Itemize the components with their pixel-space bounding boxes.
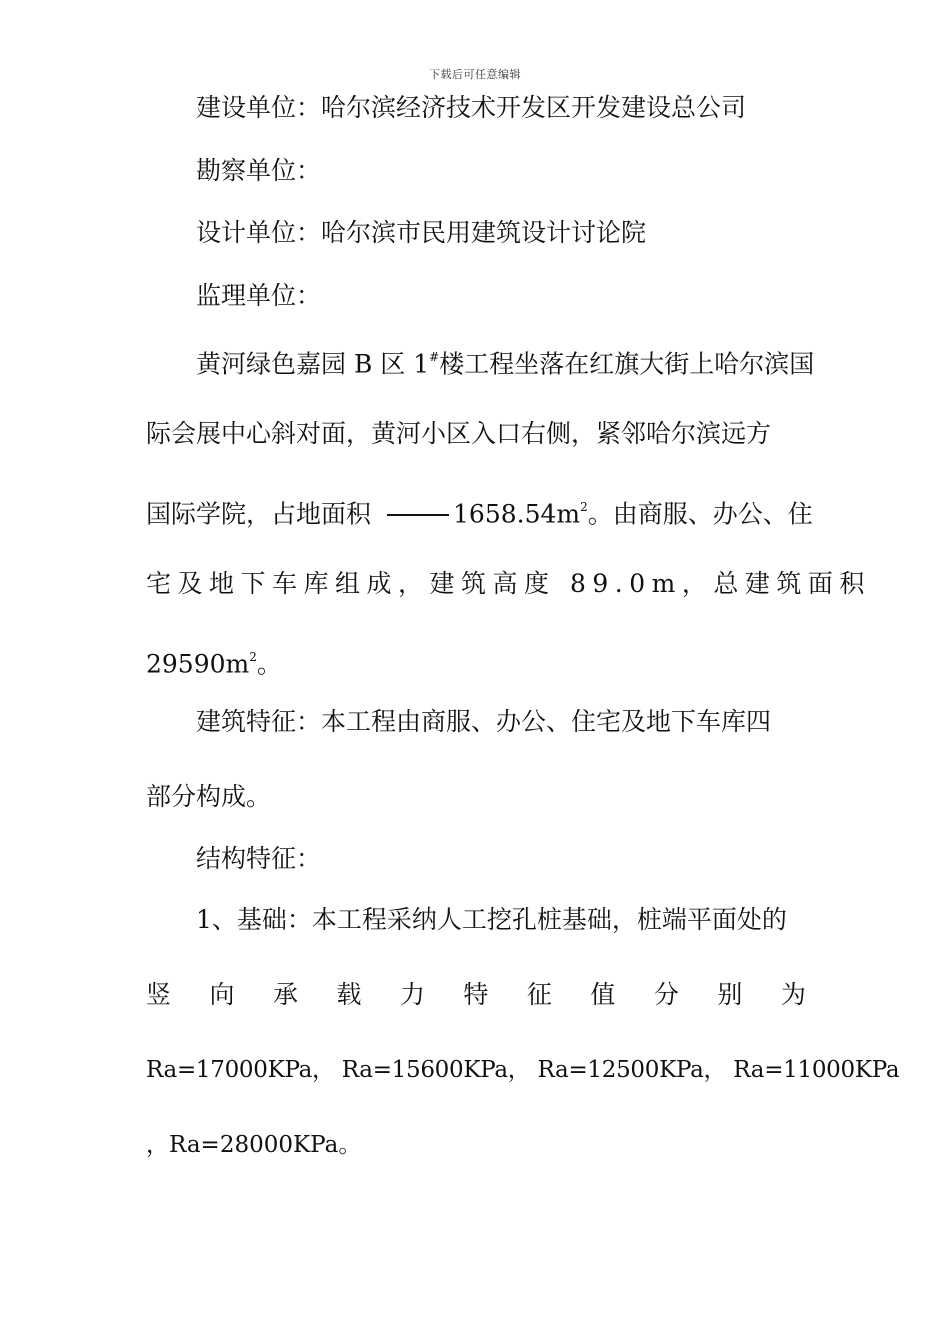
foundation-line-1: 1、基础：本工程采纳人工挖孔桩基础，桩端平面处的 [196,905,787,934]
superscript: # [429,350,440,364]
text-fragment: 国际学院，占地面积 [146,499,372,529]
blank-underline [387,514,449,516]
land-area-value: 1658.54m [453,499,581,529]
total-area-value: 29590m [146,649,250,679]
char: 分 [653,980,679,1009]
text-fragment: 楼工程坐落在红旗大街上哈尔滨国 [439,349,815,379]
char: 向 [209,980,235,1009]
project-intro-line-1 [146,343,856,380]
char: 别 [717,980,743,1009]
page-header: 下载后可任意编辑 [429,68,521,81]
foundation-line-2 [146,979,806,1011]
text-fragment: 黄河绿色嘉园 B 区 1 [196,349,430,379]
project-intro-line-3 [146,493,813,530]
design-unit-line: 设计单位：哈尔滨市民用建筑设计讨论院 [196,218,647,247]
char: 力 [399,980,425,1009]
superscript: 2 [580,500,588,514]
char: 载 [336,980,362,1009]
char: 为 [780,980,806,1009]
survey-unit-line: 勘察单位： [196,156,322,185]
structure-feature-heading: 结构特征： [196,844,322,873]
project-intro-line-2: 际会展中心斜对面，黄河小区入口右侧，紧邻哈尔滨远方 [146,419,772,448]
char: 承 [272,980,298,1009]
foundation-line-4: ，Ra=28000KPa。 [146,1132,362,1158]
project-intro-line-5 [146,643,806,680]
text-fragment: 。由商服、办公、住 [587,499,813,529]
char: 值 [590,980,616,1009]
building-feature-line-1: 建筑特征：本工程由商服、办公、住宅及地下车库四 [196,707,772,736]
superscript: 2 [249,650,257,664]
text-fragment: 。 [256,649,282,679]
char: 征 [526,980,552,1009]
char: 竖 [146,980,172,1009]
project-intro-line-4: 宅及地下车库组成，建筑高度 89.0m，总建筑面积 [146,569,871,598]
building-feature-line-2: 部分构成。 [146,782,272,811]
supervision-unit-line: 监理单位： [196,281,322,310]
char: 特 [463,980,489,1009]
foundation-line-3: Ra=17000KPa， Ra=15600KPa， Ra=12500KPa， Ra=11000KPa [146,1057,900,1083]
construction-unit-line: 建设单位：哈尔滨经济技术开发区开发建设总公司 [196,93,747,122]
